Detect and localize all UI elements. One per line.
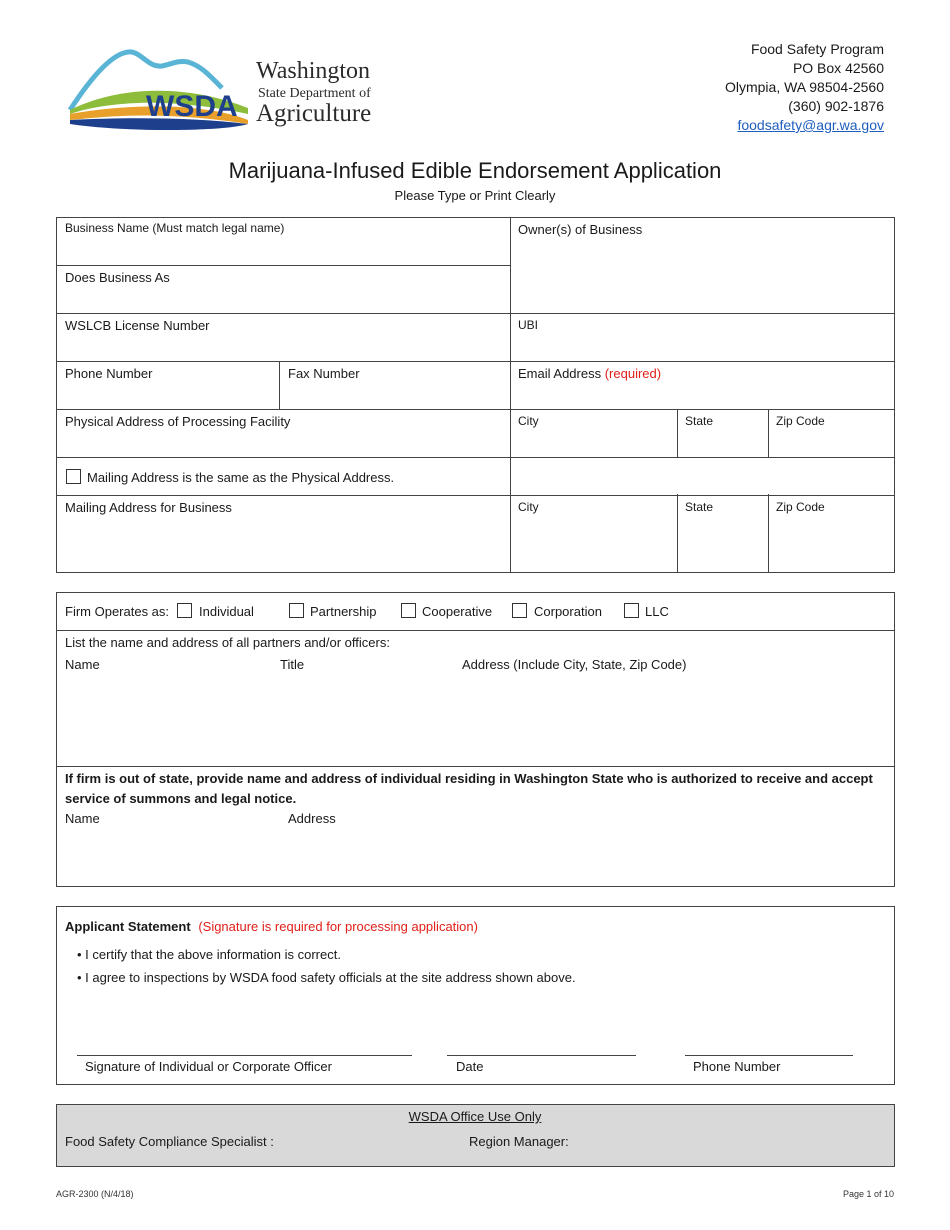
owners-label: Owner(s) of Business [518,222,643,237]
logo-line-state-department: State Department of [258,86,371,101]
form-id: AGR-2300 (N/4/18) [56,1189,134,1199]
license-number-field[interactable] [57,336,509,360]
email-address-label-text: Email Address [518,366,602,381]
physical-city-field[interactable] [511,432,676,456]
signature-label: Signature of Individual or Corporate Officer [85,1059,332,1074]
statement-heading-text: Applicant Statement [65,919,191,934]
page-number: Page 1 of 10 [842,1189,894,1199]
partners-title-col: Title [280,657,305,672]
same-address-label: Mailing Address is the same as the Physical Address. [87,470,395,485]
form-title: Marijuana-Infused Edible Endorsement Application [228,158,722,183]
logo-line-agriculture: Agriculture [256,100,372,127]
physical-state-field[interactable] [678,432,767,456]
statement-bullet-2-text: I agree to inspections by WSDA food safety officials at the site address shown above. [85,970,576,985]
mailing-zip-field[interactable] [769,518,894,572]
specialist-label: Food Safety Compliance Specialist : [65,1134,274,1149]
statement-bullet-1: • I certify that the above information is correct. [77,947,341,962]
business-name-field[interactable] [57,238,509,264]
partners-label: List the name and address of all partners and/or officers: [65,635,390,650]
ubi-field[interactable] [511,336,894,360]
email-address-label [518,366,661,381]
firm-corporation-checkbox[interactable] [512,603,527,618]
mailing-zip-label: Zip Code [776,500,825,514]
mailing-state-label: State [685,500,714,514]
mailing-address-label: Mailing Address for Business [65,500,232,515]
firm-llc-label: LLC [645,604,669,619]
phone-number-field[interactable] [57,384,278,408]
form-subtitle: Please Type or Print Clearly [394,188,556,203]
firm-partnership-label: Partnership [310,604,377,619]
contact-block [725,40,884,135]
firm-llc-checkbox[interactable] [624,603,639,618]
firm-individual-label: Individual [199,604,254,619]
statement-bullet-2: • I agree to inspections by WSDA food safety officials at the site address shown above. [77,970,576,985]
date-line[interactable] [447,1055,636,1056]
same-address-checkbox[interactable] [66,469,81,484]
office-use-heading: WSDA Office Use Only [408,1109,542,1124]
oos-name-col: Name [65,811,100,826]
firm-individual-checkbox[interactable] [177,603,192,618]
firm-cooperative-label: Cooperative [422,604,493,619]
svg-text:WSDA: WSDA [146,90,238,123]
date-label: Date [456,1059,484,1074]
contact-program: Food Safety Program [750,41,884,57]
wsda-logo-mark [62,48,252,132]
contact-city-line: Olympia, WA 98504-2560 [724,79,884,95]
physical-address-field[interactable] [57,432,509,456]
firm-corporation-label: Corporation [534,604,602,619]
statement-phone-label: Phone Number [693,1059,781,1074]
region-manager-label: Region Manager: [469,1134,569,1149]
contact-email-link[interactable]: foodsafety@agr.wa.gov [737,117,884,133]
email-required-note: (required) [604,366,662,381]
partners-field[interactable] [57,676,894,765]
phone-number-label: Phone Number [65,366,153,381]
firm-operates-label: Firm Operates as: [65,604,170,619]
contact-po-box: PO Box 42560 [792,60,884,76]
physical-zip-field[interactable] [769,432,894,456]
fax-number-field[interactable] [280,384,509,408]
email-address-field[interactable] [511,384,894,408]
owners-field[interactable] [511,242,894,312]
mailing-address-field[interactable] [57,518,509,572]
firm-cooperative-checkbox[interactable] [401,603,416,618]
dba-label: Does Business As [65,270,170,285]
ubi-label: UBI [518,318,539,332]
statement-note: (Signature is required for processing application) [198,919,478,934]
physical-address-label: Physical Address of Processing Facility [65,414,291,429]
statement-bullet-1-text: I certify that the above information is correct. [85,947,341,962]
mailing-state-field[interactable] [678,518,767,572]
oos-field[interactable] [57,830,894,886]
logo-line-washington: Washington [256,58,371,84]
fax-number-label: Fax Number [288,366,360,381]
business-name-label: Business Name (Must match legal name) [65,221,285,235]
contact-phone: (360) 902-1876 [788,98,884,114]
signature-line[interactable] [77,1055,412,1056]
mailing-city-label: City [518,500,539,514]
partners-address-col: Address (Include City, State, Zip Code) [462,657,687,672]
out-of-state-text: If firm is out of state, provide name and address of individual residing in Washington State who is authorized to receive and accept service of summons and legal notice. [65,771,873,806]
physical-state-label: State [685,414,714,428]
wsda-logo [62,48,382,134]
phone-line[interactable] [685,1055,853,1056]
license-number-label: WSLCB License Number [65,318,210,333]
firm-partnership-checkbox[interactable] [289,603,304,618]
mailing-city-field[interactable] [511,518,676,572]
statement-heading [65,919,478,934]
dba-field[interactable] [57,288,509,312]
partners-name-col: Name [65,657,100,672]
physical-zip-label: Zip Code [776,414,825,428]
physical-city-label: City [518,414,539,428]
oos-address-col: Address [288,811,336,826]
